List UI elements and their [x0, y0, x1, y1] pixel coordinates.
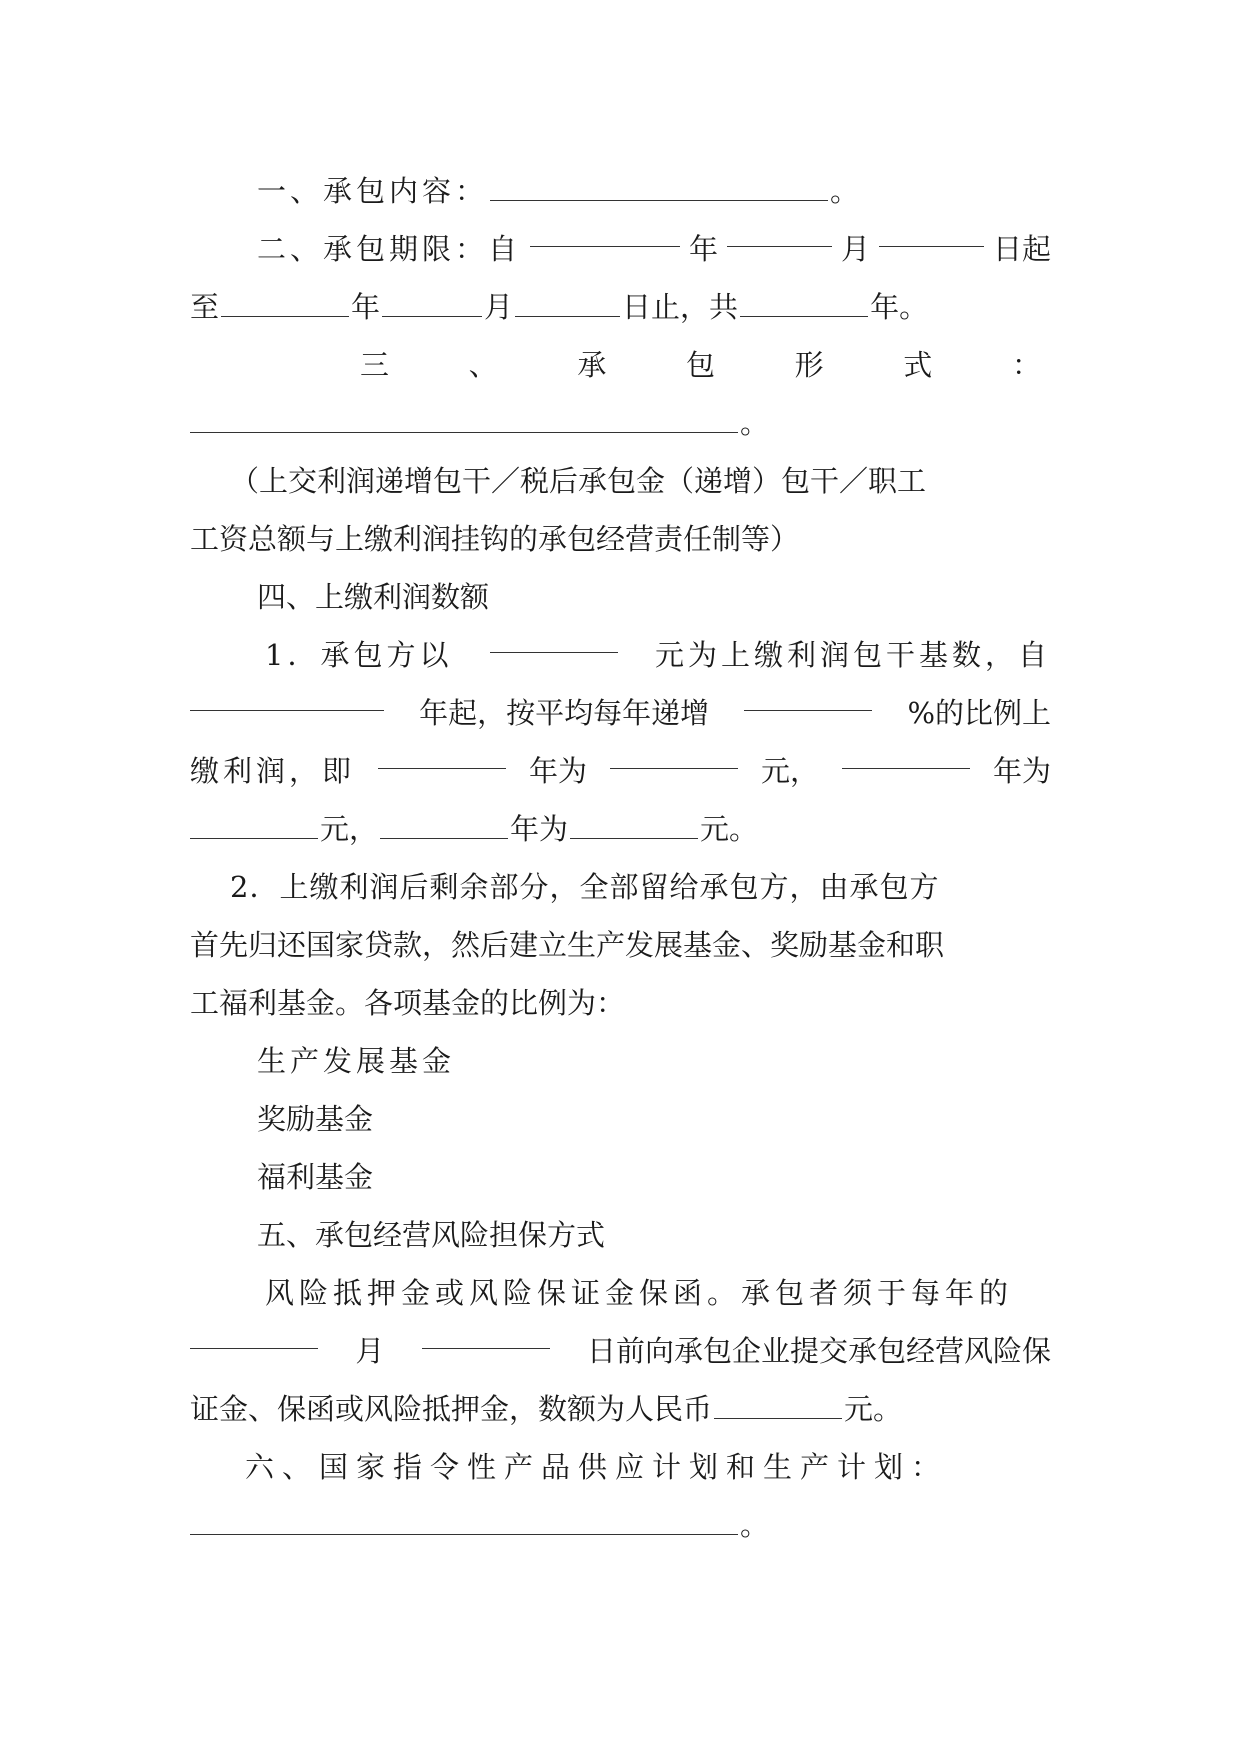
end-month-blank[interactable]	[382, 290, 482, 317]
end-year-blank[interactable]	[221, 290, 349, 317]
section-1-label: 一、承包内容：	[257, 174, 489, 208]
total-years-blank[interactable]	[740, 290, 868, 317]
section-2-label: 二、承包期限：自	[257, 232, 522, 266]
deposit-amount-end: 元。	[844, 1392, 903, 1426]
section-4-p1-line-3	[190, 742, 1051, 800]
month-label: 月	[484, 290, 514, 324]
month-label: 月	[355, 1334, 385, 1368]
note-line-1: （上交利润递增包干／税后承包金（递增）包干／职工	[230, 464, 927, 498]
amount-1-blank[interactable]	[610, 742, 738, 769]
s3-char: 、	[468, 348, 498, 382]
deposit-amount-blank[interactable]	[714, 1392, 842, 1419]
amount-2-blank[interactable]	[190, 812, 318, 839]
end-day-blank[interactable]	[515, 290, 620, 317]
total-years-label: 年。	[870, 290, 929, 324]
yuan-end-label: 元。	[700, 812, 759, 846]
s3-char: 包	[685, 348, 715, 382]
section-1-end: 。	[830, 174, 860, 208]
section-4-p1-line-4	[190, 800, 1051, 858]
section-3-form-blank-line	[190, 394, 1051, 452]
section-2-period-line-2	[190, 278, 1051, 336]
month-label: 月	[840, 232, 870, 266]
deposit-day-blank[interactable]	[422, 1322, 550, 1349]
fund-production-development: 生产发展基金	[257, 1044, 456, 1078]
year-2-blank[interactable]	[842, 742, 970, 769]
start-month-blank[interactable]	[727, 220, 832, 247]
section-6-end: 。	[740, 1508, 770, 1542]
deposit-amount-label: 证金、保函或风险抵押金，数额为人民币	[190, 1392, 713, 1426]
fund-welfare: 福利基金	[257, 1160, 374, 1194]
section-3-end: 。	[740, 406, 770, 440]
base-amount-blank[interactable]	[490, 626, 618, 653]
fund-reward: 奖励基金	[257, 1102, 374, 1136]
section-4-p2-line-3: 工福利基金。各项基金的比例为：	[190, 986, 626, 1020]
section-5-line-3	[190, 1380, 1051, 1438]
yuan-label: 元，	[760, 754, 819, 788]
plan-blank[interactable]	[190, 1508, 738, 1535]
section-5-line-2	[190, 1322, 1051, 1380]
section-4-p1-line-1	[190, 626, 1051, 684]
to-label: 至	[190, 290, 220, 324]
p1-rate-tail: %的比例上	[907, 696, 1051, 730]
year-1-blank[interactable]	[378, 742, 506, 769]
section-2-period-line-1	[190, 220, 1051, 278]
s3-char: 形	[794, 348, 824, 382]
s3-char: 式	[903, 348, 933, 382]
year-label: 年	[688, 232, 718, 266]
year-is-label: 年为	[510, 812, 569, 846]
yuan-label: 元，	[320, 812, 379, 846]
section-6-title: 六、国家指令性产品供应计划和生产计划：	[245, 1450, 949, 1484]
p1-base-label: 1．承包方以	[265, 638, 453, 672]
p1-i-e-label: 缴利润，即	[190, 754, 356, 788]
start-day-blank[interactable]	[879, 220, 984, 247]
section-4-p2-line-2: 首先归还国家贷款，然后建立生产发展基金、奖励基金和职	[190, 928, 945, 962]
end-day-label: 日止，共	[622, 290, 739, 324]
deposit-month-blank[interactable]	[190, 1322, 318, 1349]
deposit-deadline-text: 日前向承包企业提交承包经营风险保	[586, 1334, 1051, 1368]
s3-char: 承	[577, 348, 607, 382]
start-day-label: 日起	[992, 232, 1051, 266]
year-3-blank[interactable]	[380, 812, 508, 839]
form-blank[interactable]	[190, 406, 738, 433]
s3-char: 三	[360, 348, 390, 382]
year-label: 年	[351, 290, 381, 324]
section-4-p2-line-1: 2．上缴利润后剩余部分，全部留给承包方，由承包方	[230, 870, 940, 904]
content-blank[interactable]	[490, 174, 828, 201]
section-1-contract-content	[190, 162, 1051, 220]
section-6-blank-line	[190, 1496, 1051, 1554]
year-is-label: 年为	[992, 754, 1051, 788]
start-year-blank[interactable]	[530, 220, 680, 247]
s3-char: ：	[1011, 348, 1041, 382]
section-5-title: 五、承包经营风险担保方式	[257, 1218, 606, 1252]
p1-base-tail: 元为上缴利润包干基数，自	[654, 638, 1051, 672]
section-5-line-1: 风险抵押金或风险保证金保函。承包者须于每年的	[265, 1276, 1014, 1310]
section-3-form-title	[190, 336, 1051, 394]
amount-3-blank[interactable]	[570, 812, 698, 839]
note-line-2: 工资总额与上缴利润挂钩的承包经营责任制等）	[190, 522, 800, 556]
contract-page	[190, 162, 1051, 1554]
p1-increment-label: 年起，按平均每年递增	[419, 696, 710, 730]
increment-rate-blank[interactable]	[744, 684, 872, 711]
section-4-title: 四、上缴利润数额	[257, 580, 490, 614]
year-is-label: 年为	[528, 754, 587, 788]
from-year-blank[interactable]	[190, 684, 384, 711]
section-4-p1-line-2	[190, 684, 1051, 742]
